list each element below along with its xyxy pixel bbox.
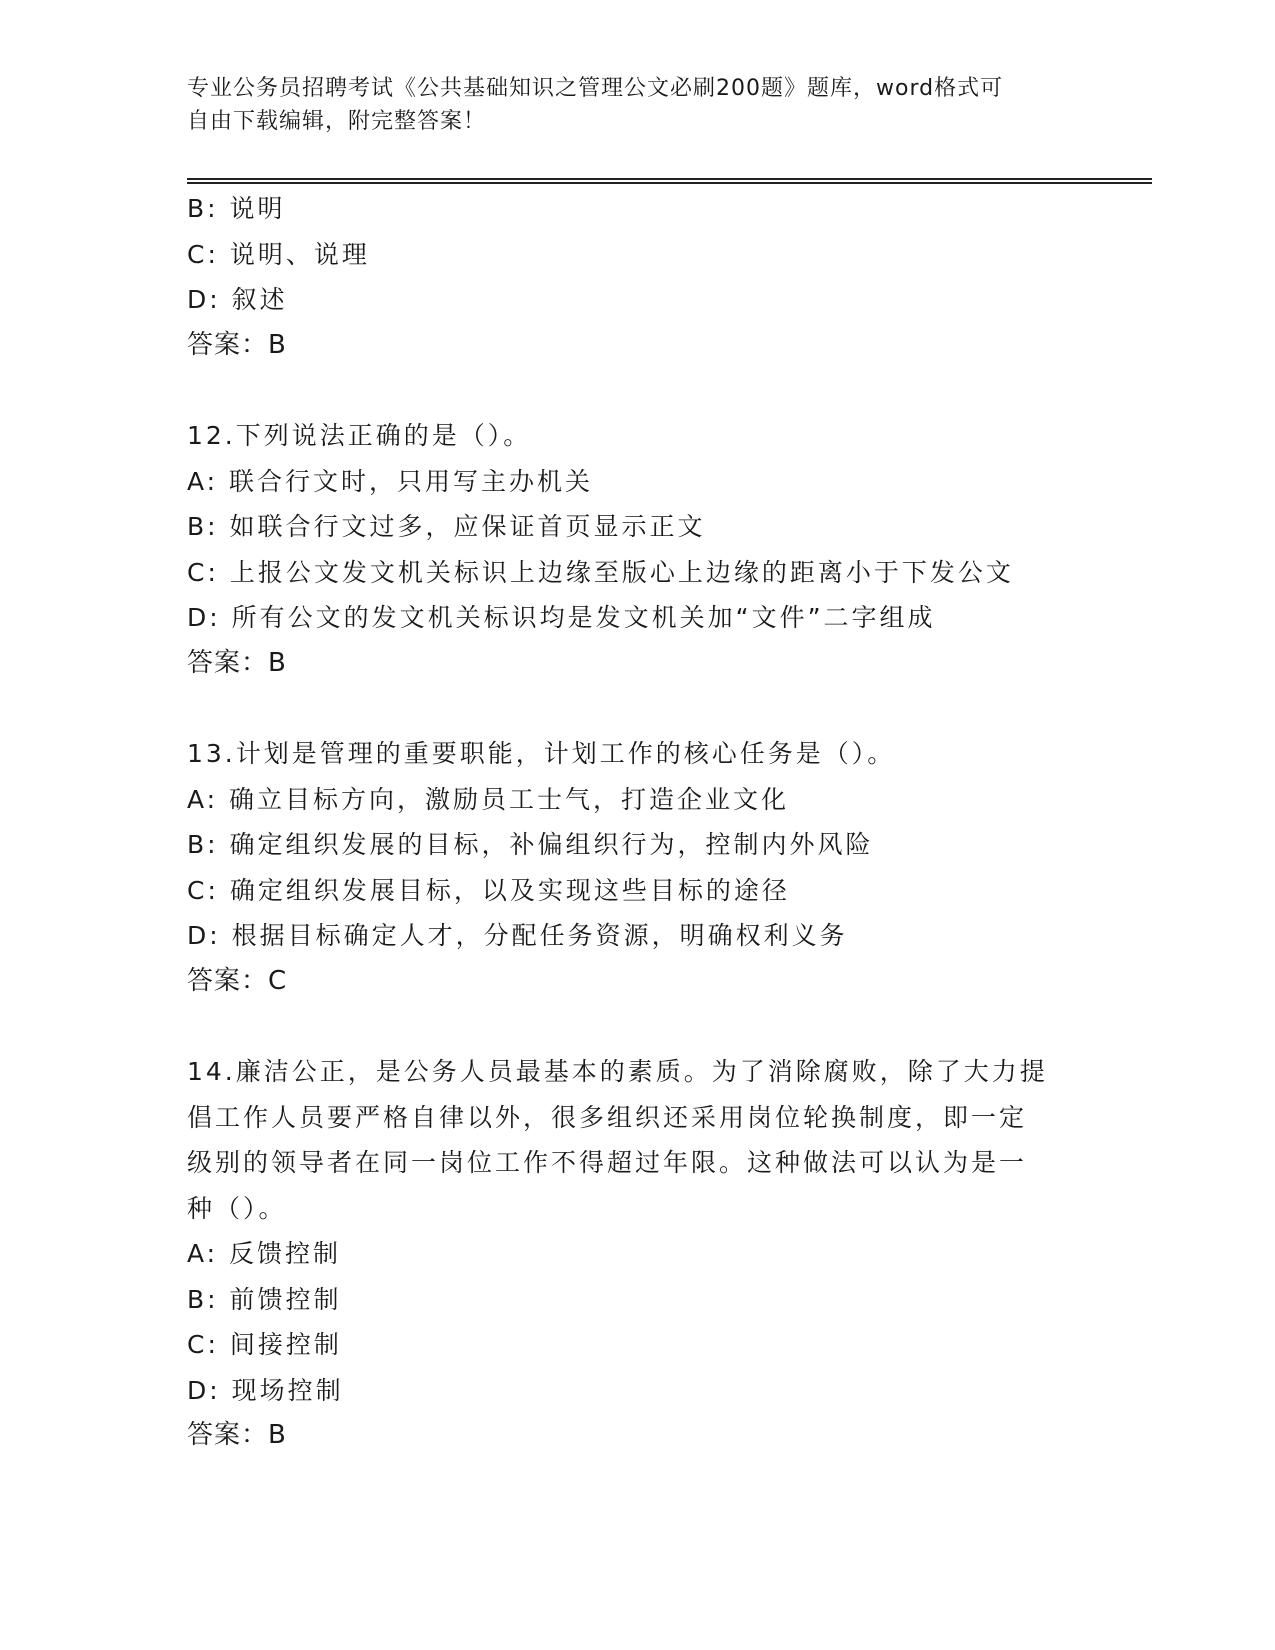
document-header (187, 72, 1067, 138)
question-gap (187, 1004, 1087, 1049)
option-c: C: 确定组织发展目标，以及实现这些目标的途径 (187, 875, 790, 905)
option-a: A: 反馈控制 (187, 1239, 342, 1268)
question-12 (187, 413, 1087, 686)
header-line-1: 专业公务员招聘考试《公共基础知识之管理公文必刷200题》题库，word格式可 (187, 76, 1004, 101)
question-13 (187, 731, 1087, 1004)
option-c: C: 说明、说理 (187, 239, 370, 269)
option-d: D: 叙述 (187, 285, 288, 314)
question-gap (187, 686, 1087, 731)
question-14 (187, 1049, 1087, 1459)
question-gap (187, 368, 1087, 413)
question-stem-line-2: 倡工作人员要严格自律以外，很多组织还采用岗位轮换制度，即一定 (187, 1102, 1028, 1132)
answer-line: 答案：B (187, 1420, 287, 1450)
question-stem: 13.计划是管理的重要职能，计划工作的核心任务是（）。 (187, 739, 896, 768)
option-c: C: 上报公文发文机关标识上边缘至版心上边缘的距离小于下发公文 (187, 557, 1014, 587)
question-stem-line-4: 种（）。 (187, 1193, 287, 1223)
option-a: A: 联合行文时，只用写主办机关 (187, 466, 594, 496)
question-content (187, 186, 1087, 1459)
question-stem-line-1: 14.廉洁公正，是公务人员最基本的素质。为了消除腐败，除了大力提 (187, 1057, 1048, 1086)
header-line-2: 自由下载编辑，附完整答案！ (187, 109, 487, 134)
answer-line: 答案：C (187, 965, 288, 996)
option-b: B: 如联合行文过多，应保证首页显示正文 (187, 512, 706, 541)
option-b: B: 确定组织发展的目标，补偏组织行为，控制内外风险 (187, 830, 874, 859)
option-a: A: 确立目标方向，激励员工士气，打造企业文化 (187, 784, 790, 814)
question-stem-line-3: 级别的领导者在同一岗位工作不得超过年限。这种做法可以认为是一 (187, 1148, 1028, 1177)
option-b: B: 说明 (187, 194, 286, 223)
question-stem: 12.下列说法正确的是（）。 (187, 421, 532, 450)
option-d: D: 现场控制 (187, 1375, 344, 1405)
header-rule-bottom (187, 182, 1152, 184)
option-d: D: 根据目标确定人才，分配任务资源，明确权利义务 (187, 921, 848, 950)
answer-line: 答案：B (187, 647, 287, 678)
option-c: C: 间接控制 (187, 1330, 342, 1359)
question-11-tail (187, 186, 1087, 368)
option-d: D: 所有公文的发文机关标识均是发文机关加“文件”二字组成 (187, 603, 936, 632)
option-b: B: 前馈控制 (187, 1284, 342, 1314)
answer-line: 答案：B (187, 329, 287, 360)
header-rule-top (187, 178, 1152, 180)
